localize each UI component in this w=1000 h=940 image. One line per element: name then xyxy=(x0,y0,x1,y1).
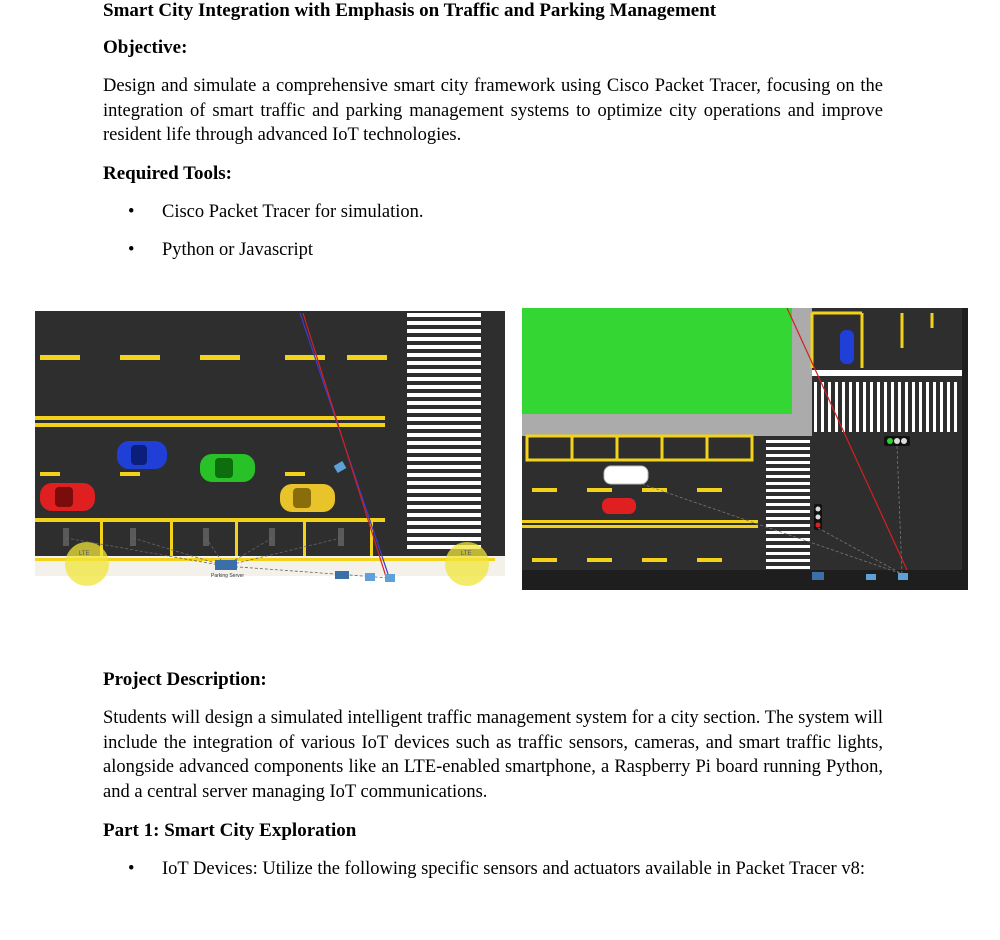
traffic-light-icon xyxy=(884,436,910,446)
svg-text:Parking Server: Parking Server xyxy=(211,573,245,579)
parking-simulation-figure xyxy=(35,308,505,592)
objective-heading: Objective: xyxy=(103,37,188,58)
lte-tower-glow xyxy=(65,542,109,586)
park-area xyxy=(522,308,792,414)
project-heading: Project Description: xyxy=(103,669,267,690)
blue-car-icon xyxy=(840,330,854,364)
intersection-simulation-figure xyxy=(522,308,968,590)
green-car-icon xyxy=(200,454,255,482)
bullet-icon: • xyxy=(128,859,135,879)
bullet-icon: • xyxy=(128,240,135,260)
svg-text:LTE: LTE xyxy=(79,551,90,557)
objective-text: Design and simulate a comprehensive smart city framework using Cisco Packet Tracer, focusing on the integration of smart traffic and parking management systems to optimize city operations and improve resident life through advanced IoT technologies. xyxy=(103,76,883,145)
svg-text:LTE: LTE xyxy=(461,551,472,557)
bullet-icon: • xyxy=(128,202,135,222)
server-icon xyxy=(215,560,237,570)
document-page: Smart City Integration with Emphasis on Traffic and Parking Management Objective: Design and simulate a comprehensive smart city framework using Cisco Packet Tracer, focusing on the integration of smart traffic and parking management systems to optimize city operations and improve resident life through advanced IoT technologies. Required Tools: • Cisco Packet Tracer for simulation. • Python or Javascript LTE LTE Parking Server Project Description: Students will design a simulated intelligent traffic management system for a city section. The system will include the integration of various IoT devices such as traffic sensors, cameras, and smart traffic lights, alongside advanced components like an LTE-enabled smartphone, a Raspberry Pi board running Python, and a central server managing IoT communications. Part 1: Smart City Exploration • IoT Devices: Utilize the following specific sensors and actuators available in Packet Tracer v8: xyxy=(0,0,1000,940)
red-car-icon xyxy=(40,483,95,511)
part1-heading: Part 1: Smart City Exploration xyxy=(103,820,357,841)
tools-heading: Required Tools: xyxy=(103,163,232,184)
white-car-icon xyxy=(604,466,648,484)
yellow-car-icon xyxy=(280,484,335,512)
blue-car-icon xyxy=(117,441,167,469)
document-title: Smart City Integration with Emphasis on Traffic and Parking Management xyxy=(103,0,717,21)
project-text: Students will design a simulated intelligent traffic management system for a city section. The system will include the integration of various IoT devices such as traffic sensors, cameras, and smart traffic lights, alongside advanced components like an LTE-enabled smartphone, a Raspberry Pi board running Python, and a central server managing IoT communications. xyxy=(103,708,883,802)
traffic-light-icon xyxy=(814,504,822,530)
red-car-icon xyxy=(602,498,636,514)
